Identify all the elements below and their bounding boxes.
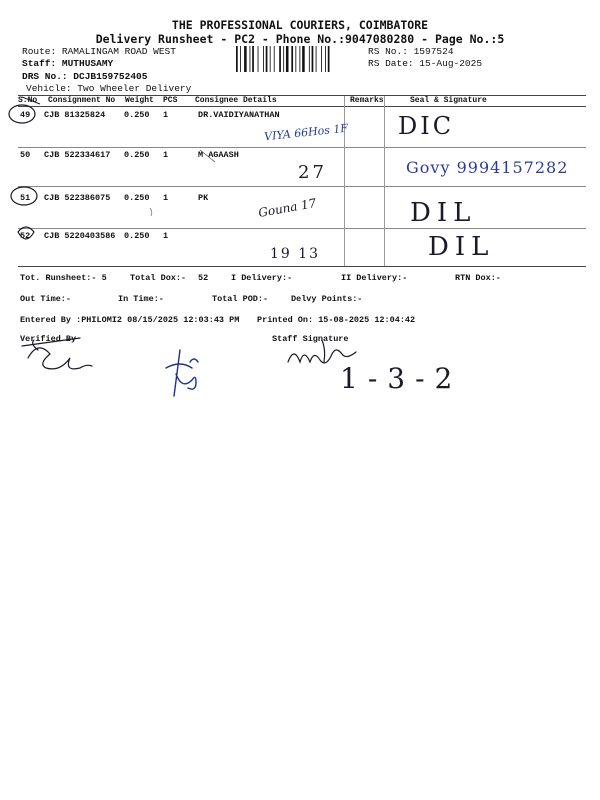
table-row-consignee: DR.VAIDIYANATHAN	[198, 110, 280, 120]
col-header-consignee: Consignee Details	[195, 96, 277, 105]
tot-runsheet: Tot. Runsheet:- 5	[20, 273, 107, 283]
i-delivery: I Delivery:-	[231, 273, 293, 283]
table-row-weight: 0.250	[124, 150, 150, 160]
rtn-dox: RTN Dox:-	[455, 273, 501, 283]
total-pod: Total POD:-	[212, 294, 269, 304]
table-row-consignment: CJB 81325824	[44, 110, 106, 120]
entered-by: Entered By :PHILOMI2 08/15/2025 12:03:43 PM	[20, 315, 240, 325]
table-row-weight: 0.250	[124, 231, 150, 241]
row1-seal-handwriting: DIC	[398, 112, 455, 140]
company-title: THE PROFESSIONAL COURIERS, COIMBATORE	[171, 18, 429, 32]
row4-seal-handwriting: DIL	[428, 232, 495, 262]
table-row-pcs: 1	[163, 193, 169, 203]
table-row-pcs: 1	[163, 110, 169, 120]
table-row-sno: 50	[20, 150, 31, 160]
col-header-weight: Weight	[125, 96, 154, 105]
blue-initials-signature	[160, 344, 210, 404]
table-row-consignment: CJB 522334617	[44, 150, 111, 160]
drs-number: DRS No.: DCJB159752405	[22, 71, 148, 82]
runsheet-subtitle: Delivery Runsheet - PC2 - Phone No.:9047080280 - Page No.:5	[95, 32, 505, 46]
total-dox-label: Total Dox:-	[130, 273, 187, 283]
staff-label: Staff: MUTHUSAMY	[22, 58, 114, 69]
printed-on: Printed On: 15-08-2025 12:04:42	[257, 315, 416, 325]
row2-remark-handwriting: 27	[298, 162, 327, 183]
out-time: Out Time:-	[20, 294, 72, 304]
row4-remark-handwriting: 19 13	[270, 246, 321, 262]
route-label: Route: RAMALINGAM ROAD WEST	[22, 46, 176, 57]
table-row-pcs: 1	[163, 231, 169, 241]
col-header-seal: Seal & Signature	[410, 96, 487, 105]
table-row-sno: 52	[20, 231, 31, 241]
row3-seal-handwriting: DIL	[410, 198, 477, 228]
row1-remark-handwriting: VIYA 66Hos 1F	[263, 121, 349, 144]
table-row-weight: 0.250	[124, 193, 150, 203]
ii-delivery: II Delivery:-	[341, 273, 408, 283]
staff-signature-label: Staff Signature	[272, 334, 349, 344]
table-row-consignee: PK	[198, 193, 209, 203]
bottom-handwritten-note: 1-3-2	[340, 362, 463, 395]
table-row-sno: 51	[20, 193, 31, 203]
row2-seal-handwriting: Govy 9994157282	[406, 158, 569, 177]
verified-by-label: Verified By	[20, 334, 77, 344]
col-header-pcs: PCS	[163, 96, 178, 105]
delvy-points: Delvy Points:-	[291, 294, 363, 304]
rs-date: RS Date: 15-Aug-2025	[368, 58, 483, 69]
table-row-consignee: M AGAASH	[198, 150, 239, 160]
table-row-consignment: CJB 522386075	[44, 193, 111, 203]
row3-remark-handwriting: Gouna 17	[257, 196, 318, 220]
in-time: In Time:-	[118, 294, 164, 304]
table-row-weight: 0.250	[124, 110, 150, 120]
table-row-sno: 49	[20, 110, 31, 120]
col-header-remarks: Remarks	[350, 96, 384, 105]
col-header-consignment: Consignment No	[48, 96, 116, 105]
col-header-sno: S.No	[18, 96, 38, 105]
verified-by-signature	[20, 336, 130, 376]
table-row-pcs: 1	[163, 150, 169, 160]
rs-number: RS No.: 1597524	[368, 46, 454, 57]
total-dox-value: 52	[198, 273, 209, 283]
table-row-consignment: CJB 5220403586	[44, 231, 116, 241]
vehicle-label: Vehicle: Two Wheeler Delivery	[26, 83, 192, 94]
